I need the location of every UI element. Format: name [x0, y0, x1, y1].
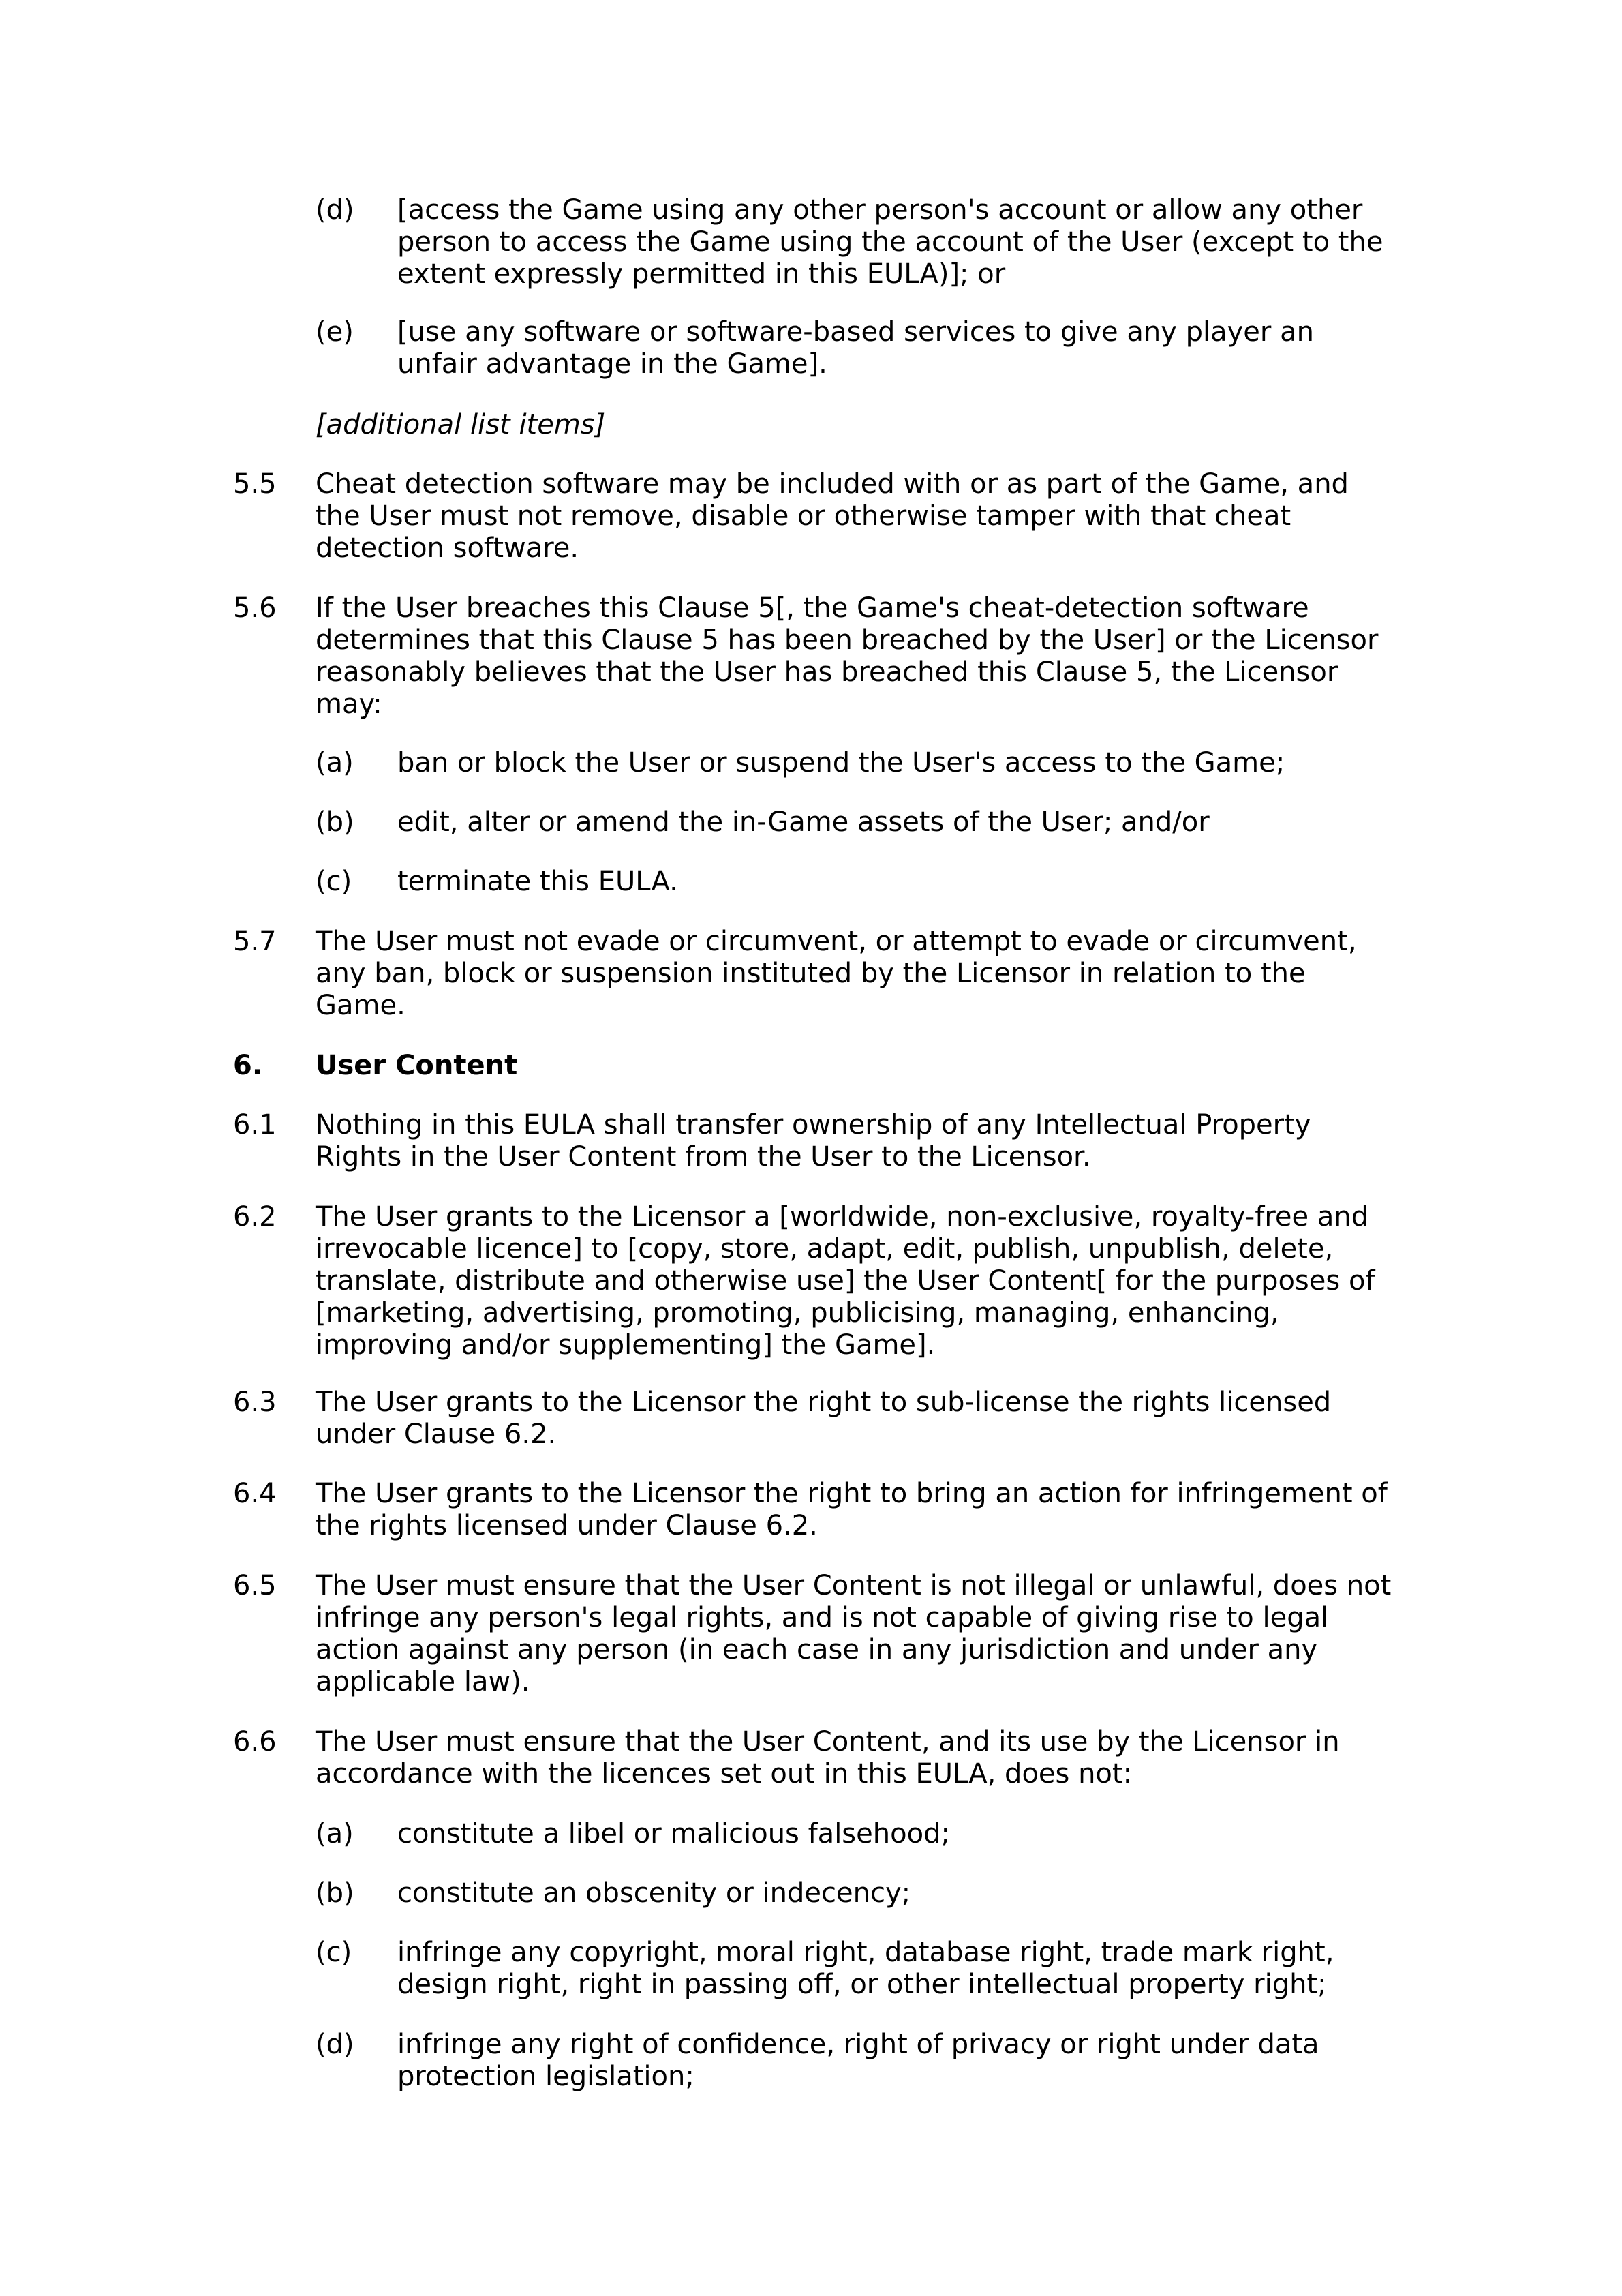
clause-number: 6.2 [233, 1201, 277, 1233]
text-line: ban or block the User or suspend the User's access to the Game; [397, 747, 1285, 779]
clause-number: 6.1 [233, 1109, 277, 1141]
text-line: [access the Game using any other person's account or allow any other [397, 194, 1363, 226]
text-line: [use any software or software-based services to give any player an [397, 316, 1314, 348]
clause-number: 6.4 [233, 1478, 277, 1509]
text-line: person to access the Game using the account of the User (except to the [397, 226, 1383, 258]
text-line: the User must not remove, disable or otherwise tamper with that cheat [316, 500, 1291, 532]
text-line: Game. [316, 990, 406, 1021]
clause-number: (c) [316, 866, 352, 897]
clause-number: (c) [316, 1937, 352, 1968]
text-line: infringe any copyright, moral right, database right, trade mark right, [397, 1937, 1334, 1968]
clause-number: 5.5 [233, 468, 277, 500]
text-line: Nothing in this EULA shall transfer ownership of any Intellectual Property [316, 1109, 1311, 1141]
text-line: any ban, block or suspension instituted by the Licensor in relation to the [316, 958, 1306, 989]
text-line: User Content [316, 1050, 518, 1081]
text-line: may: [316, 689, 382, 720]
text-line: constitute a libel or malicious falsehood; [397, 1818, 950, 1849]
text-line: The User must ensure that the User Content is not illegal or unlawful, does not [316, 1570, 1392, 1601]
text-line: Cheat detection software may be included with or as part of the Game, and [316, 468, 1349, 500]
text-line: [additional list items] [316, 409, 606, 440]
clause-number: 6.3 [233, 1387, 277, 1418]
clause-number: (d) [316, 2029, 354, 2060]
text-line: The User must not evade or circumvent, or attempt to evade or circumvent, [316, 926, 1357, 957]
clause-number: 5.6 [233, 592, 277, 624]
text-line: infringe any person's legal rights, and is not capable of giving rise to legal [316, 1602, 1329, 1633]
clause-number: 6.5 [233, 1570, 277, 1601]
clause-number: 5.7 [233, 926, 277, 957]
text-line: Rights in the User Content from the User to the Licensor. [316, 1141, 1091, 1173]
clause-number: (b) [316, 806, 354, 838]
text-line: The User grants to the Licensor the right to bring an action for infringement of [316, 1478, 1388, 1509]
text-line: accordance with the licences set out in this EULA, does not: [316, 1758, 1133, 1789]
text-line: The User grants to the Licensor the right to sub-license the rights licensed [316, 1387, 1332, 1418]
clause-number: (a) [316, 747, 354, 779]
text-line: translate, distribute and otherwise use] the User Content[ for the purposes of [316, 1265, 1375, 1297]
text-line: reasonably believes that the User has breached this Clause 5, the Licensor [316, 656, 1338, 688]
text-line: [marketing, advertising, promoting, publicising, managing, enhancing, [316, 1297, 1279, 1329]
clause-number: (b) [316, 1877, 354, 1909]
clause-number: (d) [316, 194, 354, 226]
text-line: irrevocable licence] to [copy, store, adapt, edit, publish, unpublish, delete, [316, 1233, 1334, 1265]
text-line: action against any person (in each case in any jurisdiction and under any [316, 1634, 1318, 1665]
text-line: infringe any right of confidence, right of privacy or right under data [397, 2029, 1319, 2060]
text-line: improving and/or supplementing] the Game]. [316, 1329, 936, 1361]
clause-number: (a) [316, 1818, 354, 1849]
clause-number: 6.6 [233, 1726, 277, 1757]
text-line: The User grants to the Licensor a [worldwide, non-exclusive, royalty-free and [316, 1201, 1369, 1233]
text-line: under Clause 6.2. [316, 1419, 557, 1450]
text-line: determines that this Clause 5 has been breached by the User] or the Licensor [316, 624, 1379, 656]
text-line: the rights licensed under Clause 6.2. [316, 1510, 818, 1541]
text-line: The User must ensure that the User Content, and its use by the Licensor in [316, 1726, 1340, 1757]
text-line: protection legislation; [397, 2061, 694, 2092]
text-line: applicable law). [316, 1666, 530, 1697]
text-line: detection software. [316, 532, 579, 564]
text-line: extent expressly permitted in this EULA)]; or [397, 258, 1006, 290]
clause-number: 6. [233, 1050, 263, 1081]
text-line: design right, right in passing off, or other intellectual property right; [397, 1969, 1327, 2000]
text-line: unfair advantage in the Game]. [397, 348, 827, 380]
text-line: constitute an obscenity or indecency; [397, 1877, 911, 1909]
clause-number: (e) [316, 316, 354, 348]
text-line: edit, alter or amend the in-Game assets of the User; and/or [397, 806, 1210, 838]
text-line: If the User breaches this Clause 5[, the Game's cheat-detection software [316, 592, 1309, 624]
text-line: terminate this EULA. [397, 866, 678, 897]
